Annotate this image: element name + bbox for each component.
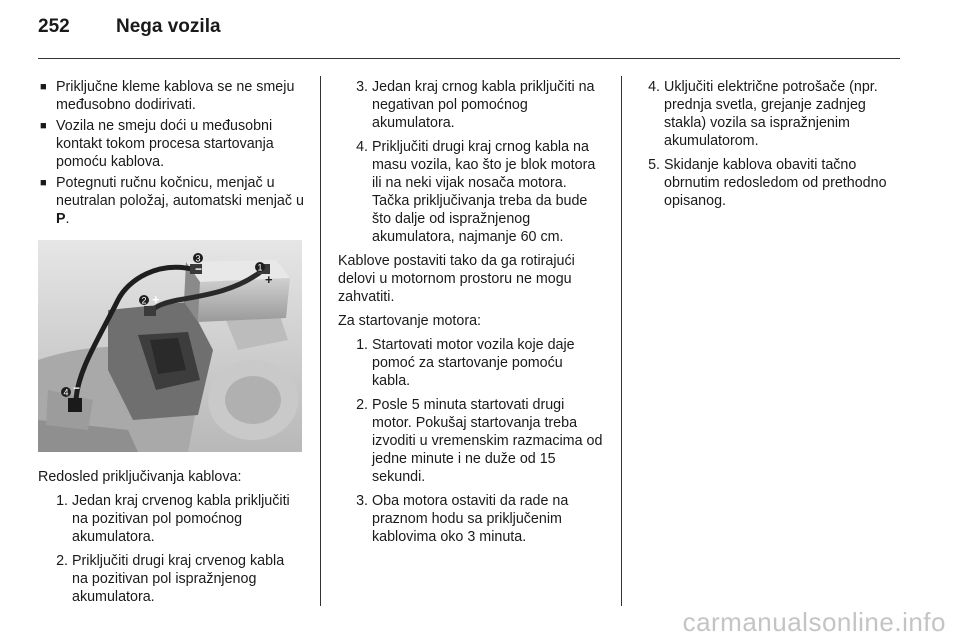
header-rule <box>38 58 900 59</box>
numbered-list <box>338 78 604 246</box>
list-item: 3. Jedan kraj crnog kabla priključiti na negativan pol pomoćnog akumulatora. <box>356 79 595 131</box>
watermark: carmanualsonline.info <box>682 607 946 637</box>
minus-sign-icon: − <box>195 262 203 276</box>
list-item: 1. Jedan kraj crvenog kabla priključiti na pozitivan pol pomoćnog akumulatora. <box>56 493 290 545</box>
bullet-item: ■ Vozila ne smeju doći u međusobni kontakt tokom procesa startovanja pomoću kablova. <box>40 118 274 170</box>
column-3 <box>640 78 908 216</box>
list-item: 4. Priključiti drugi kraj crnog kabla na masu vozila, kao što je blok motora ili na neki vijak nosača motora. Tačka priključivanja treba da bude što dalje od ispražnjenog akumulatora, najmanje 60 cm. <box>356 139 596 245</box>
bullet-square-icon: ■ <box>40 177 47 189</box>
page-title: Nega vozila <box>116 16 221 37</box>
numbered-list <box>38 492 304 606</box>
list-item: 2. Priključiti drugi kraj crvenog kabla na pozitivan pol ispražnjenog akumulatora. <box>56 553 285 605</box>
paragraph: Kablove postaviti tako da ga rotirajući delovi u motornom prostoru ne mogu zahvatiti. <box>338 253 575 305</box>
list-item: 2. Posle 5 minuta startovati drugi motor. Pokušaj startovanja treba izvoditi u vremenskim razmacima od jedne minute i ne duže od 15 sekundi. <box>356 397 603 485</box>
paragraph: Za startovanje motora: <box>338 313 482 329</box>
list-item: 5. Skidanje kablova obaviti tačno obrnutim redosledom od prethodno opisanog. <box>648 157 887 209</box>
list-item: 4. Uključiti električne potrošače (npr. prednja svetla, grejanje zadnjeg stakla) vozila sa ispražnjenim akumulatorom. <box>648 79 878 149</box>
figure-label-2: 2 <box>141 295 147 306</box>
column-divider-2 <box>621 76 622 606</box>
numbered-list <box>640 78 908 210</box>
bullet-item: ■ Potegnuti ručnu kočnicu, menjač u neutralan položaj, automatski menjač u P. <box>40 175 304 227</box>
gear-key: P <box>56 211 66 227</box>
column-2 <box>338 78 604 552</box>
sequence-intro: Redosled priključivanja kablova: <box>38 469 242 485</box>
list-item: 1. Startovati motor vozila koje daje pomoć za startovanje pomoću kabla. <box>356 337 575 389</box>
minus-sign-icon: − <box>73 381 81 395</box>
jump-start-illustration <box>38 240 302 452</box>
figure-label-4: 4 <box>63 387 69 398</box>
column-1 <box>38 78 304 612</box>
bullet-square-icon: ■ <box>40 120 47 132</box>
figure-label-1: 1 <box>257 262 263 273</box>
figure-label-3: 3 <box>195 253 201 264</box>
list-item: 3. Oba motora ostaviti da rade na praznom hodu sa priključenim kablovima oko 3 minuta. <box>356 493 569 545</box>
column-divider-1 <box>320 76 321 606</box>
bullet-square-icon: ■ <box>40 81 47 93</box>
plus-sign-icon: + <box>152 292 160 307</box>
numbered-list <box>338 336 604 546</box>
page-number: 252 <box>38 16 70 37</box>
page-header <box>38 16 221 50</box>
bullet-item: ■ Priključne kleme kablova se ne smeju međusobno dodirivati. <box>40 79 295 113</box>
plus-sign-icon: + <box>265 272 273 287</box>
